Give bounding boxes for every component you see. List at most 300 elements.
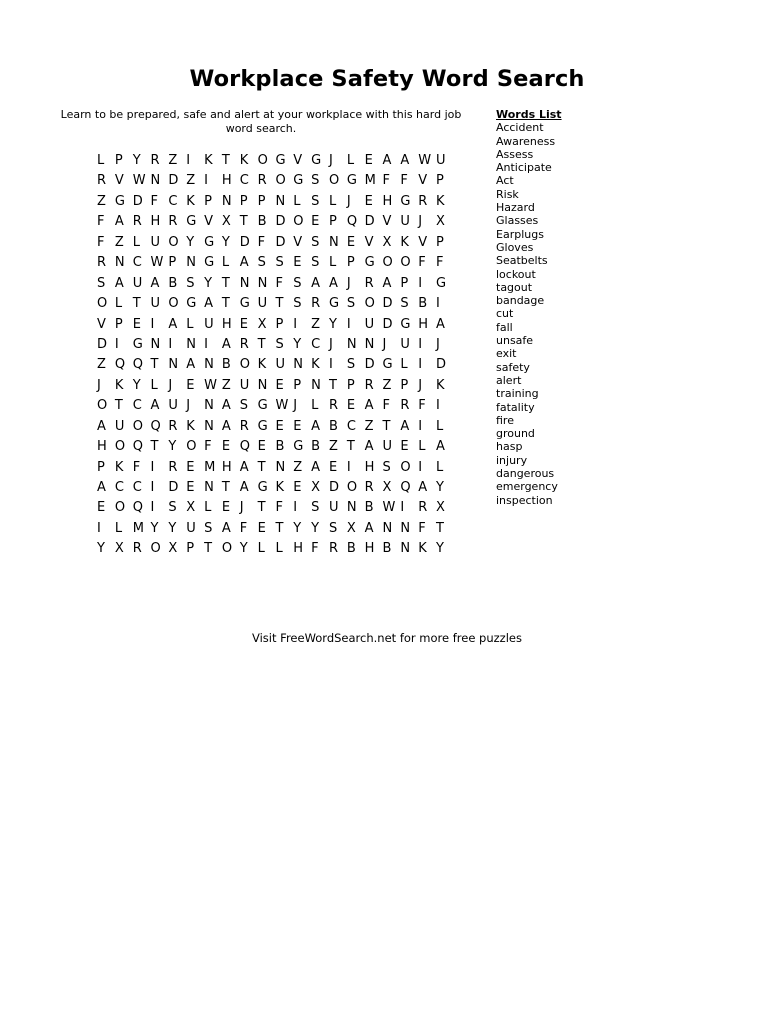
- grid-letter: L: [328, 193, 337, 209]
- grid-letter: I: [150, 480, 155, 495]
- grid-letter: P: [239, 193, 248, 209]
- grid-letter: S: [311, 173, 320, 189]
- grid-letter: O: [293, 214, 304, 230]
- word-list-item: fall: [496, 320, 513, 334]
- grid-letter: O: [132, 418, 143, 434]
- grid-letter: N: [204, 418, 214, 434]
- grid-letter: S: [275, 255, 284, 271]
- grid-letter: E: [257, 439, 266, 455]
- grid-letter: S: [168, 500, 177, 516]
- grid-letter: Z: [168, 153, 178, 168]
- grid-letter: G: [293, 439, 304, 455]
- grid-letter: C: [311, 336, 321, 352]
- grid-letter: R: [364, 480, 374, 495]
- grid-letter: A: [364, 398, 374, 414]
- grid-letter: G: [311, 153, 322, 168]
- grid-row: [97, 335, 454, 355]
- grid-letter: E: [346, 234, 356, 250]
- word-list-item: emergency: [496, 480, 558, 494]
- grid-letter: R: [168, 459, 178, 475]
- grid-row: [97, 539, 454, 559]
- grid-letter: M: [204, 459, 216, 475]
- grid-letter: E: [221, 439, 231, 455]
- grid-letter: H: [364, 459, 375, 475]
- grid-letter: T: [275, 296, 284, 312]
- grid-letter: S: [346, 296, 356, 312]
- word-list-item: Awareness: [496, 134, 556, 148]
- grid-letter: G: [257, 418, 268, 434]
- grid-letter: L: [150, 377, 158, 393]
- grid-letter: V: [382, 214, 392, 230]
- grid-letter: Q: [114, 357, 126, 373]
- grid-row: [97, 478, 454, 498]
- grid-letter: F: [436, 255, 444, 271]
- grid-letter: B: [257, 214, 267, 230]
- grid-letter: O: [346, 480, 358, 495]
- grid-letter: O: [168, 296, 179, 312]
- grid-letter: E: [221, 500, 231, 516]
- grid-letter: A: [311, 418, 321, 434]
- grid-letter: S: [311, 234, 320, 250]
- grid-letter: E: [186, 480, 195, 495]
- grid-letter: J: [346, 275, 351, 291]
- grid-letter: Y: [132, 377, 141, 393]
- grid-letter: G: [186, 296, 197, 312]
- grid-letter: D: [275, 234, 286, 250]
- grid-letter: I: [293, 316, 298, 332]
- grid-letter: K: [186, 418, 195, 434]
- grid-letter: T: [346, 439, 355, 455]
- grid-letter: L: [186, 316, 194, 332]
- grid-letter: N: [382, 520, 393, 536]
- grid-letter: J: [168, 377, 173, 393]
- grid-letter: C: [239, 173, 249, 189]
- grid-letter: G: [204, 255, 215, 271]
- grid-letter: Y: [328, 316, 337, 332]
- grid-letter: R: [168, 214, 178, 230]
- grid-letter: U: [239, 377, 250, 393]
- grid-letter: S: [311, 255, 320, 271]
- grid-letter: S: [204, 520, 213, 536]
- grid-letter: G: [186, 214, 197, 230]
- grid-letter: G: [400, 193, 411, 209]
- grid-letter: U: [328, 500, 339, 516]
- grid-letter: A: [221, 520, 231, 536]
- word-list-item: Assess: [496, 147, 534, 161]
- grid-letter: X: [186, 500, 196, 516]
- grid-letter: V: [418, 173, 428, 189]
- grid-letter: E: [132, 316, 141, 332]
- grid-letter: A: [364, 439, 374, 455]
- grid-letter: I: [418, 357, 423, 373]
- grid-letter: X: [311, 480, 321, 495]
- grid-letter: S: [293, 296, 302, 312]
- grid-letter: Y: [97, 541, 105, 557]
- grid-letter: I: [436, 296, 440, 312]
- grid-letter: D: [328, 480, 339, 495]
- grid-letter: A: [328, 275, 338, 291]
- grid-letter: A: [204, 296, 213, 312]
- grid-letter: A: [364, 520, 374, 536]
- grid-letter: Y: [186, 234, 195, 250]
- grid-letter: E: [346, 398, 356, 414]
- grid-letter: L: [346, 153, 355, 168]
- grid-letter: O: [186, 439, 197, 455]
- word-list-item: fatality: [496, 400, 535, 414]
- grid-letter: N: [346, 336, 357, 352]
- grid-letter: K: [418, 541, 427, 557]
- grid-letter: Z: [293, 459, 303, 475]
- grid-letter: J: [346, 193, 351, 209]
- grid-letter: N: [204, 398, 214, 414]
- grid-letter: O: [114, 439, 126, 455]
- grid-letter: X: [221, 214, 231, 230]
- grid-letter: P: [114, 153, 123, 168]
- grid-letter: I: [150, 316, 155, 332]
- grid-letter: I: [346, 459, 351, 475]
- grid-letter: P: [346, 377, 355, 393]
- grid-letter: L: [114, 296, 123, 312]
- grid-letter: U: [400, 214, 410, 230]
- grid-row: [97, 355, 454, 375]
- grid-letter: H: [418, 316, 428, 332]
- word-list-item: Glasses: [496, 214, 539, 228]
- grid-letter: U: [382, 439, 393, 455]
- grid-letter: N: [204, 480, 214, 495]
- grid-letter: N: [257, 377, 268, 393]
- intro-text: Learn to be prepared, safe and alert at your workplace with this hard job word search.: [60, 108, 462, 135]
- word-list-item: Gloves: [496, 240, 534, 254]
- grid-letter: D: [168, 480, 179, 495]
- word-list-item: tagout: [496, 280, 533, 294]
- grid-letter: A: [150, 398, 160, 414]
- grid-letter: T: [275, 520, 284, 536]
- grid-letter: D: [382, 316, 393, 332]
- grid-letter: L: [400, 357, 408, 373]
- word-list-item: Act: [496, 174, 514, 188]
- grid-letter: F: [311, 541, 319, 557]
- grid-letter: N: [346, 500, 357, 516]
- grid-letter: N: [239, 275, 250, 291]
- grid-letter: G: [204, 234, 215, 250]
- grid-letter: L: [436, 459, 444, 475]
- grid-letter: O: [275, 173, 286, 189]
- grid-letter: A: [311, 275, 321, 291]
- grid-letter: U: [150, 296, 161, 312]
- grid-letter: F: [97, 214, 105, 230]
- grid-letter: I: [204, 336, 208, 352]
- grid-letter: I: [400, 500, 405, 516]
- grid-letter: Q: [346, 214, 358, 230]
- grid-letter: Z: [186, 173, 196, 189]
- grid-letter: N: [114, 255, 125, 271]
- grid-letter: A: [436, 439, 445, 455]
- grid-letter: T: [257, 459, 266, 475]
- grid-letter: S: [328, 520, 338, 536]
- grid-letter: I: [204, 173, 208, 189]
- grid-letter: Y: [221, 234, 230, 250]
- grid-row: [97, 376, 454, 396]
- grid-letter: G: [275, 153, 286, 168]
- grid-letter: I: [328, 357, 333, 373]
- grid-letter: I: [150, 459, 155, 475]
- grid-row: [97, 274, 454, 294]
- grid-letter: Z: [382, 377, 392, 393]
- grid-letter: Z: [311, 316, 321, 332]
- grid-letter: O: [257, 153, 268, 168]
- grid-letter: T: [257, 500, 266, 516]
- grid-letter: G: [239, 296, 250, 312]
- grid-letter: U: [275, 357, 285, 373]
- grid-letter: P: [400, 377, 409, 393]
- grid-letter: G: [257, 398, 268, 414]
- grid-letter: Y: [436, 480, 444, 495]
- grid-letter: T: [221, 296, 230, 312]
- grid-row: [97, 458, 454, 478]
- grid-letter: B: [221, 357, 231, 373]
- grid-letter: B: [328, 418, 338, 434]
- grid-row: [97, 437, 454, 457]
- grid-letter: N: [275, 459, 286, 475]
- grid-letter: J: [418, 214, 423, 230]
- grid-letter: E: [400, 439, 409, 455]
- grid-letter: N: [400, 520, 411, 536]
- grid-letter: T: [239, 214, 248, 230]
- grid-letter: C: [346, 418, 356, 434]
- grid-letter: R: [239, 336, 249, 352]
- grid-letter: U: [204, 316, 214, 332]
- grid-letter: R: [168, 418, 178, 434]
- footer-text: Visit FreeWordSearch.net for more free puzzles: [252, 631, 522, 645]
- grid-letter: J: [382, 336, 387, 352]
- grid-letter: I: [97, 520, 101, 536]
- word-list-item: hasp: [496, 440, 523, 454]
- grid-letter: V: [418, 234, 428, 250]
- grid-letter: N: [204, 357, 214, 373]
- grid-letter: F: [97, 234, 105, 250]
- grid-letter: X: [168, 541, 178, 557]
- grid-row: [97, 396, 454, 416]
- grid-letter: X: [114, 541, 124, 557]
- grid-letter: G: [346, 173, 357, 189]
- grid-letter: E: [275, 418, 284, 434]
- grid-letter: A: [400, 153, 410, 168]
- grid-letter: O: [97, 398, 108, 414]
- word-list-item: Hazard: [496, 201, 535, 215]
- grid-letter: Q: [132, 439, 143, 455]
- grid-letter: X: [382, 480, 392, 495]
- grid-letter: Y: [168, 520, 177, 536]
- grid-letter: Z: [97, 357, 106, 373]
- grid-letter: S: [382, 459, 391, 475]
- grid-letter: Y: [293, 520, 302, 536]
- letter-grid: [97, 151, 454, 560]
- grid-letter: A: [436, 316, 445, 332]
- grid-letter: T: [221, 275, 230, 291]
- grid-letter: G: [293, 173, 304, 189]
- grid-letter: L: [311, 398, 319, 414]
- grid-letter: T: [114, 398, 123, 414]
- grid-letter: N: [328, 234, 339, 250]
- grid-letter: U: [436, 153, 446, 168]
- grid-letter: Y: [132, 153, 141, 168]
- grid-letter: F: [257, 234, 266, 250]
- grid-letter: V: [97, 316, 106, 332]
- grid-letter: G: [114, 193, 125, 209]
- grid-letter: O: [382, 255, 393, 271]
- grid-letter: F: [204, 439, 212, 455]
- grid-letter: A: [418, 480, 428, 495]
- grid-letter: U: [186, 520, 196, 536]
- word-list-item: safety: [496, 360, 530, 374]
- grid-letter: F: [275, 500, 283, 516]
- word-list-item: exit: [496, 347, 517, 361]
- word-list-item: bandage: [496, 294, 545, 308]
- grid-letter: T: [436, 520, 444, 536]
- grid-letter: Y: [168, 439, 177, 455]
- grid-letter: P: [275, 316, 284, 332]
- grid-letter: I: [418, 418, 423, 434]
- grid-letter: E: [293, 480, 302, 495]
- grid-letter: N: [168, 357, 179, 373]
- word-list-item: Risk: [496, 187, 519, 201]
- grid-letter: I: [168, 336, 173, 352]
- grid-letter: N: [364, 336, 375, 352]
- grid-letter: S: [293, 275, 302, 291]
- grid-letter: O: [328, 173, 340, 189]
- grid-letter: C: [114, 480, 124, 495]
- grid-letter: E: [186, 377, 195, 393]
- word-list-item: lockout: [496, 267, 536, 281]
- grid-letter: V: [204, 214, 213, 230]
- grid-row: [97, 233, 454, 253]
- grid-letter: H: [221, 173, 232, 189]
- grid-letter: E: [239, 316, 248, 332]
- grid-letter: O: [97, 296, 108, 312]
- word-list-item: dangerous: [496, 467, 555, 481]
- grid-letter: H: [293, 541, 304, 557]
- grid-letter: N: [400, 541, 411, 557]
- grid-letter: R: [311, 296, 321, 312]
- grid-letter: X: [346, 520, 356, 536]
- grid-letter: J: [418, 377, 423, 393]
- grid-letter: S: [97, 275, 106, 291]
- grid-letter: N: [150, 173, 161, 189]
- grid-letter: F: [382, 173, 390, 189]
- grid-letter: G: [132, 336, 143, 352]
- grid-letter: I: [436, 398, 440, 414]
- grid-letter: A: [400, 418, 410, 434]
- grid-letter: O: [168, 234, 179, 250]
- grid-letter: G: [382, 357, 393, 373]
- grid-letter: F: [275, 275, 283, 291]
- grid-letter: I: [150, 500, 155, 516]
- grid-letter: R: [132, 214, 142, 230]
- grid-letter: L: [436, 418, 444, 434]
- grid-letter: J: [293, 398, 298, 414]
- grid-letter: S: [311, 500, 320, 516]
- grid-letter: X: [382, 234, 392, 250]
- grid-letter: A: [382, 275, 392, 291]
- grid-letter: R: [364, 275, 374, 291]
- grid-letter: Y: [311, 520, 320, 536]
- grid-letter: S: [311, 193, 320, 209]
- grid-letter: S: [346, 357, 356, 373]
- grid-letter: A: [382, 153, 392, 168]
- grid-letter: D: [436, 357, 447, 373]
- grid-letter: I: [293, 500, 298, 516]
- grid-letter: C: [168, 193, 178, 209]
- grid-letter: U: [400, 336, 410, 352]
- grid-row: [97, 519, 454, 539]
- grid-letter: U: [132, 275, 143, 291]
- grid-letter: O: [221, 541, 233, 557]
- grid-letter: T: [221, 153, 230, 168]
- grid-letter: Q: [132, 500, 143, 516]
- grid-letter: P: [204, 193, 212, 209]
- word-list-item: inspection: [496, 493, 553, 507]
- grid-letter: R: [418, 500, 428, 516]
- grid-letter: P: [346, 255, 355, 271]
- grid-letter: I: [418, 459, 423, 475]
- grid-letter: D: [275, 214, 286, 230]
- grid-letter: X: [436, 214, 445, 230]
- grid-letter: R: [418, 193, 428, 209]
- grid-letter: K: [436, 377, 445, 393]
- grid-letter: K: [257, 357, 267, 373]
- grid-letter: P: [186, 541, 195, 557]
- grid-row: [97, 498, 454, 518]
- grid-letter: B: [168, 275, 178, 291]
- grid-letter: Z: [97, 193, 106, 209]
- grid-letter: O: [400, 459, 411, 475]
- grid-letter: R: [97, 173, 107, 189]
- grid-letter: A: [168, 316, 178, 332]
- grid-letter: O: [364, 296, 375, 312]
- grid-letter: F: [400, 173, 408, 189]
- page-title: Workplace Safety Word Search: [189, 66, 585, 92]
- grid-letter: J: [239, 500, 244, 516]
- grid-letter: G: [400, 316, 411, 332]
- grid-letter: R: [400, 398, 410, 414]
- grid-letter: F: [132, 459, 141, 475]
- word-list-item: alert: [496, 373, 522, 387]
- grid-letter: A: [221, 418, 231, 434]
- grid-letter: X: [436, 500, 445, 516]
- grid-letter: E: [364, 153, 373, 168]
- grid-letter: E: [293, 255, 302, 271]
- grid-letter: W: [418, 153, 432, 168]
- grid-letter: G: [328, 296, 340, 312]
- grid-letter: G: [257, 480, 268, 495]
- grid-letter: R: [132, 541, 142, 557]
- grid-letter: O: [114, 500, 126, 516]
- grid-letter: Y: [293, 336, 302, 352]
- grid-letter: K: [400, 234, 409, 250]
- grid-letter: A: [239, 255, 249, 271]
- grid-letter: U: [168, 398, 178, 414]
- grid-letter: S: [186, 275, 195, 291]
- grid-letter: C: [132, 255, 142, 271]
- grid-letter: A: [114, 214, 124, 230]
- grid-letter: H: [221, 459, 232, 475]
- grid-letter: Y: [436, 541, 444, 557]
- grid-letter: X: [257, 316, 267, 332]
- grid-letter: F: [239, 520, 248, 536]
- grid-letter: U: [150, 234, 161, 250]
- grid-letter: E: [364, 193, 373, 209]
- grid-letter: Y: [239, 541, 248, 557]
